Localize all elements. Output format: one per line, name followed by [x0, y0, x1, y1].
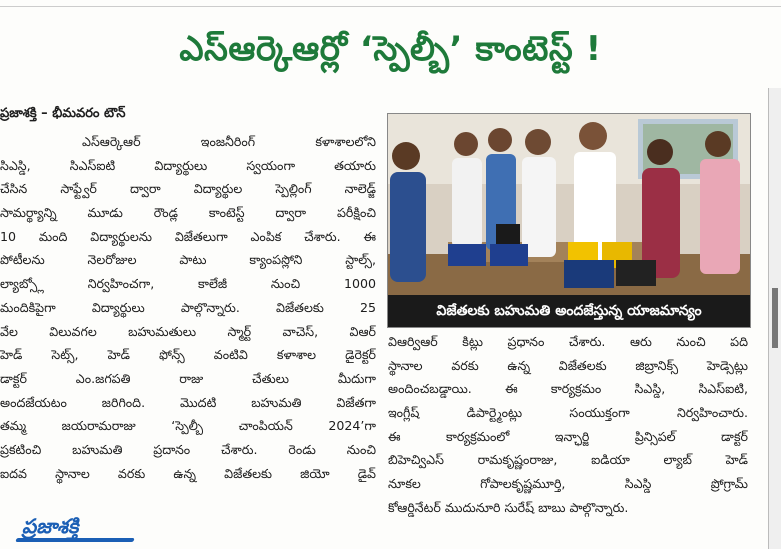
text-line: కోఆర్డినేటర్ ముదునూరి సురేష్ బాబు పాల్గొన్నారు.: [388, 499, 629, 515]
left-article-column: [0, 130, 376, 485]
edge-mark: [772, 288, 778, 348]
logo-text: ప్రజాశక్తి: [22, 514, 79, 538]
text-line: నూకల గోపాలకృష్ణమూర్తి, సిఎస్డి ప్రోగ్రామ్: [388, 476, 748, 492]
text-line: తమ్మ జయరామరాజు ‘స్పెల్బీ చాంపియన్ 2024’గా: [0, 418, 376, 434]
text-line: అందించబడ్డాయి. ఈ కార్యక్రమం సిఎస్డి, సిఎస్ఐటి,: [388, 381, 748, 397]
text-line: ఈ కార్యక్రమంలో ఇన్ఛార్జి ప్రిన్సిపల్ డాక్టర్: [388, 428, 748, 444]
text-line: ఐదవ స్థానాల వరకు ఉన్న విజేతలకు జియో డైవ్: [0, 465, 376, 481]
text-line: ఇంగ్లీష్ డిపార్ట్మెంట్లు సంయుక్తంగా నిర్వహించారు.: [388, 405, 748, 421]
text-line: స్థానాల వరకు ఉన్న విజేతలకు జిబ్రానిక్స్ హెడ్సెట్లు: [388, 357, 748, 373]
text-line: సామర్థ్యాన్ని మూడు రౌండ్ల కాంటెస్ట్ ద్వారా పరీక్షించి: [0, 205, 376, 221]
text-line: డాక్టర్ ఎం.జగపతి రాజు చేతులు మీదుగా: [0, 370, 376, 386]
text-line: ల్యాబ్స్లో నిర్వహించగా, కాలేజీ నుంచి 1000: [0, 276, 376, 292]
dateline: ప్రజాశక్తి – భీమవరం టౌన్: [0, 106, 126, 121]
text-line: పోటీలను నెలరోజుల పాటు క్యాంపస్లోని స్టాల్స్,: [0, 252, 376, 268]
logo-underline: [15, 538, 134, 542]
top-border: [0, 0, 781, 7]
text-line: హెడ్ సెట్స్, హెడ్ ఫోన్స్ వంటివి కళాశాల డైరెక్టర్: [0, 347, 376, 363]
text-line: బిహెచ్విఎస్ రామకృష్ణంరాజు, ఐడియా ల్యాబ్ హెడ్: [388, 452, 748, 468]
prajasakti-logo: [22, 508, 78, 544]
text-line: సిఎస్డి, సిఎస్ఐటి విద్యార్థులు స్వయంగా తయారు: [0, 157, 376, 173]
text-line: ఎస్ఆర్కెఆర్ ఇంజనీరింగ్ కళాశాలలోని: [82, 134, 376, 149]
text-line: విఆర్విఆర్ కిట్లు ప్రధానం చేశారు. ఆరు నుంచి పది: [388, 334, 748, 349]
news-photo: [387, 113, 751, 328]
text-line: అందజేయటం జరిగింది. మొదటి బహుమతి విజేతగా: [0, 394, 376, 410]
text-line: వేల విలువగల బహుమతులు స్మార్ట్ వాచెస్, విఆర్: [0, 323, 376, 339]
text-line: ప్రకటించి బహుమతి ప్రదానం చేశారు. రెండు నుంచి: [0, 441, 376, 457]
photo-caption: విజేతలకు బహుమతి అందజేస్తున్న యాజమాన్యం: [388, 295, 750, 327]
adjacent-page-edge: [768, 88, 781, 549]
headline: ఎస్ఆర్కెఆర్లో ‘స్పెల్బీ’ కాంటెస్ట్ !: [179, 29, 602, 69]
text-line: చేసిన సాఫ్ట్వేర్ ద్వారా విద్యార్థుల స్పెల్లింగ్ నాలెడ్జ్: [0, 181, 376, 197]
text-line: మందికిపైగా విద్యార్థులు పాల్గొన్నారు. విజేతలకు 25: [0, 299, 376, 315]
right-article-column: [388, 330, 748, 520]
text-line: 10 మంది విద్యార్థులను విజేతలుగా ఎంపిక చేశారు. ఈ: [0, 228, 376, 244]
